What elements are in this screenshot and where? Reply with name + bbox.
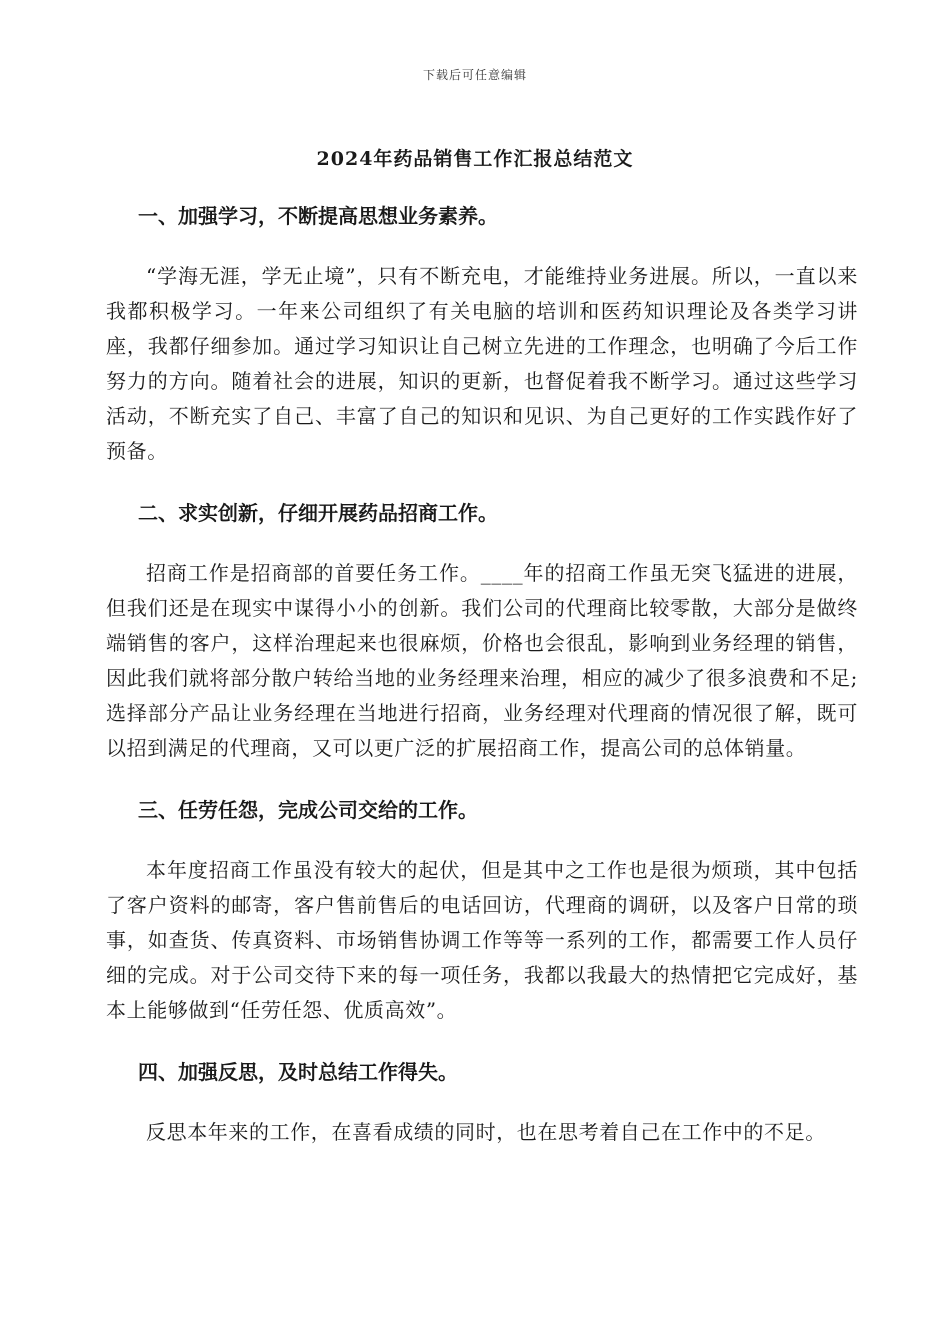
section-paragraph: “学海无涯，学无止境”，只有不断充电，才能维持业务进展。所以，一直以来我都积极学习。一年来公司组织了有关电脑的培训和医药知识理论及各类学习讲座，我都仔细参加。通过学习知识让自己树立先进的工作理念，也明确了今后工作努力的方向。随着社会的进展，知识的更新，也督促着我不断学习。通过这些学习活动，不断充实了自己、丰富了自己的知识和见识、为自己更好的工作实践作好了预备。	[106, 264, 858, 463]
section-paragraph: 本年度招商工作虽没有较大的起伏，但是其中之工作也是很为烦琐，其中包括了客户资料的邮寄，客户售前售后的电话回访，代理商的调研，以及客户日常的琐事，如查货、传真资料、市场销售协调工作等等一系列的工作，都需要工作人员仔细的完成。对于公司交待下来的每一项任务，我都以我最大的热情把它完成好，基本上能够做到“任劳任怨、优质高效”。	[106, 858, 858, 1022]
section-heading: 四、加强反思，及时总结工作得失。	[138, 1060, 458, 1084]
section-1	[106, 200, 858, 497]
document-body	[106, 200, 858, 1150]
section-2	[106, 497, 858, 794]
section-4	[106, 1056, 858, 1150]
section-paragraph: 招商工作是招商部的首要任务工作。____年的招商工作虽无突飞猛进的进展，但我们还是在现实中谋得小小的创新。我们公司的代理商比较零散，大部分是做终端销售的客户，这样治理起来也很麻烦，价格也会很乱，影响到业务经理的销售，因此我们就将部分散户转给当地的业务经理来治理，相应的减少了很多浪费和不足;选择部分产品让业务经理在当地进行招商，业务经理对代理商的情况很了解，既可以招到满足的代理商，又可以更广泛的扩展招商工作，提高公司的总体销量。	[106, 561, 858, 760]
section-heading: 一、加强学习，不断提高思想业务素养。	[138, 204, 498, 228]
document-title: 2024年药品销售工作汇报总结范文	[316, 148, 634, 170]
section-heading: 三、任劳任怨，完成公司交给的工作。	[138, 798, 478, 822]
section-heading: 二、求实创新，仔细开展药品招商工作。	[138, 501, 498, 525]
section-3	[106, 794, 858, 1056]
header-note: 下载后可任意编辑	[422, 68, 527, 82]
section-paragraph: 反思本年来的工作，在喜看成绩的同时，也在思考着自己在工作中的不足。	[146, 1120, 826, 1144]
